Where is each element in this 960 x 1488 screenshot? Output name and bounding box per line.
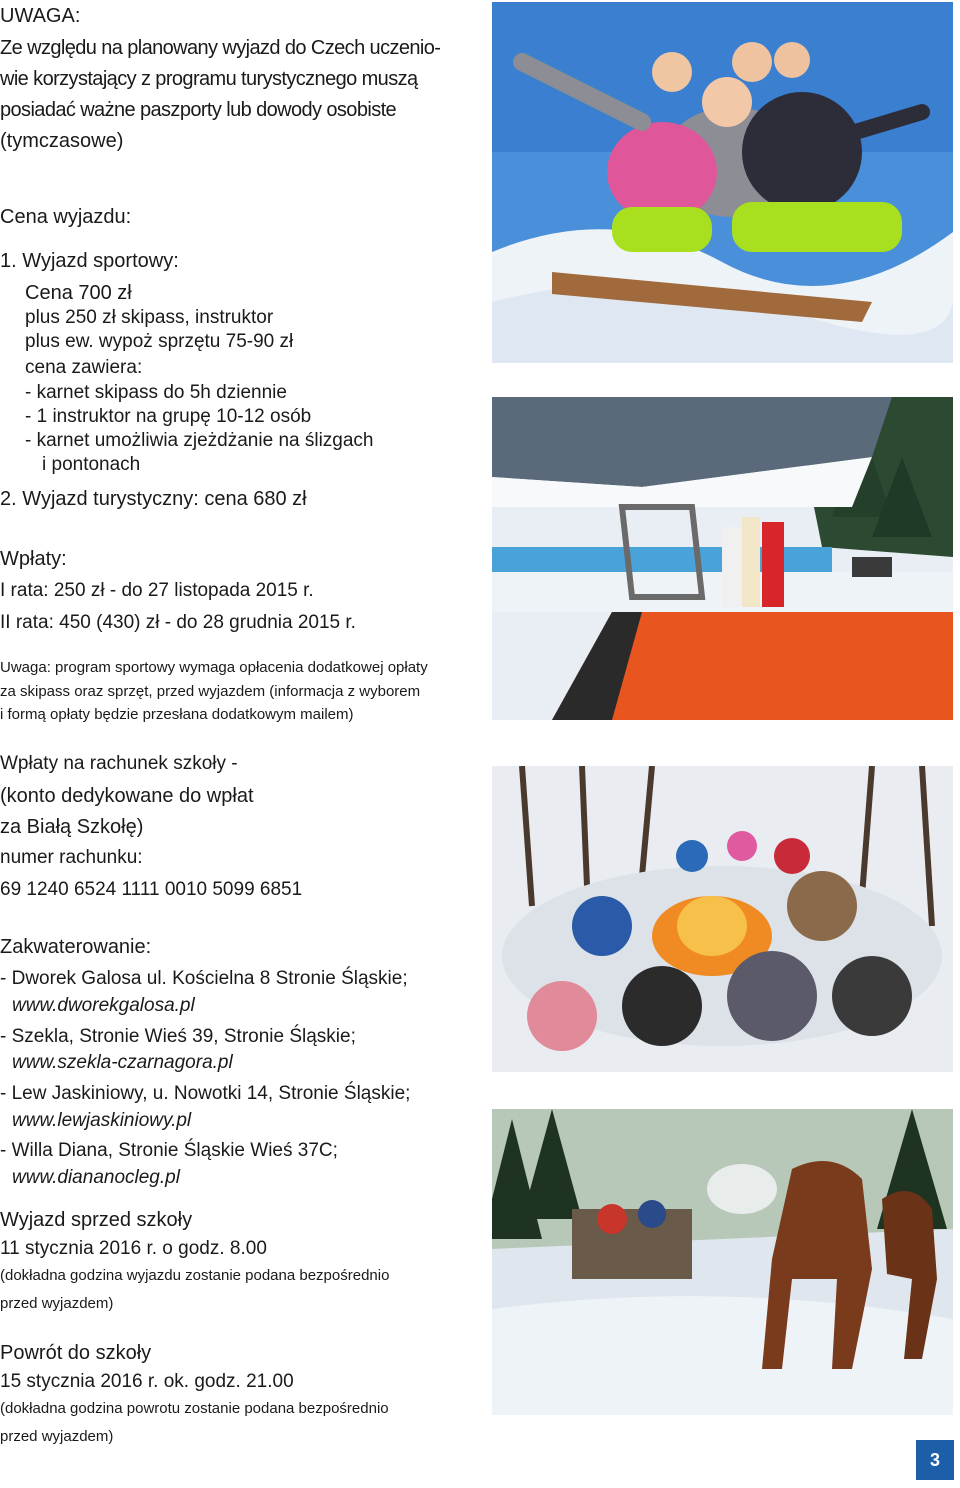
sport-line: - 1 instruktor na grupę 10-12 osób: [25, 406, 312, 427]
sport-line: Cena 700 zł: [25, 282, 132, 304]
sledding-photo: [492, 2, 953, 363]
chairlift-photo: [492, 397, 953, 720]
horse-sleigh-photo: [492, 1109, 953, 1415]
notice-line: (tymczasowe): [0, 130, 124, 152]
departure-heading: Wyjazd sprzed szkoły: [0, 1209, 193, 1231]
sport-line: plus 250 zł skipass, instruktor: [25, 307, 274, 328]
return-date: 15 stycznia 2016 r. ok. godz. 21.00: [0, 1371, 294, 1392]
payments-heading: Wpłaty:: [0, 548, 67, 570]
page-number: 3: [916, 1440, 954, 1480]
lodging-link[interactable]: www.szekla-czarnagora.pl: [12, 1052, 233, 1073]
sport-title: 1. Wyjazd sportowy:: [0, 250, 179, 272]
notice-line: Ze względu na planowany wyjazd do Czech uczenio-: [0, 37, 441, 59]
sport-line: - karnet skipass do 5h dziennie: [25, 382, 287, 403]
lodging-heading: Zakwaterowanie:: [0, 936, 152, 958]
payment-note: za skipass oraz sprzęt, przed wyjazdem (informacja z wyborem: [0, 683, 421, 700]
return-note: (dokładna godzina powrotu zostanie podana bezpośrednio: [0, 1400, 389, 1417]
payment-note: Uwaga: program sportowy wymaga opłacenia dodatkowej opłaty: [0, 659, 428, 676]
departure-note: przed wyjazdem): [0, 1295, 114, 1312]
payment-rate-2: II rata: 450 (430) zł - do 28 grudnia 2015 r.: [0, 612, 356, 633]
lodging-item: - Lew Jaskiniowy, u. Nowotki 14, Stronie Śląskie;: [0, 1083, 411, 1104]
account-number: 69 1240 6524 1111 0010 5099 6851: [0, 879, 303, 900]
notice-line: wie korzystający z programu turystycznego muszą: [0, 68, 418, 90]
account-line: numer rachunku:: [0, 847, 143, 868]
account-line: Wpłaty na rachunek szkoły -: [0, 753, 238, 774]
departure-note: (dokładna godzina wyjazdu zostanie podana bezpośrednio: [0, 1267, 390, 1284]
lodging-link[interactable]: www.lewjaskiniowy.pl: [12, 1110, 192, 1131]
payment-rate-1: I rata: 250 zł - do 27 listopada 2015 r.: [0, 580, 314, 601]
lodging-item: - Szekla, Stronie Wieś 39, Stronie Śląskie;: [0, 1026, 356, 1047]
notice-line: posiadać ważne paszporty lub dowody osobiste: [0, 99, 397, 121]
price-heading: Cena wyjazdu:: [0, 206, 132, 228]
lodging-link[interactable]: www.dworekgalosa.pl: [12, 995, 195, 1016]
campfire-photo: [492, 766, 953, 1072]
sport-line: cena zawiera:: [25, 357, 143, 378]
sport-line: - karnet umożliwia zjeżdżanie na ślizgach: [25, 430, 374, 451]
payment-note: i formą opłaty będzie przesłana dodatkowym mailem): [0, 706, 354, 723]
return-note: przed wyjazdem): [0, 1428, 114, 1445]
tourist-price: 2. Wyjazd turystyczny: cena 680 zł: [0, 488, 307, 510]
lodging-link[interactable]: www.diananocleg.pl: [12, 1167, 180, 1188]
account-line: za Białą Szkołę): [0, 816, 144, 838]
sport-line: plus ew. wypoż sprzętu 75-90 zł: [25, 331, 294, 352]
departure-date: 11 stycznia 2016 r. o godz. 8.00: [0, 1238, 267, 1259]
sport-line: i pontonach: [42, 454, 141, 475]
lodging-item: - Willa Diana, Stronie Śląskie Wieś 37C;: [0, 1140, 338, 1161]
notice-heading: UWAGA:: [0, 5, 81, 27]
return-heading: Powrót do szkoły: [0, 1342, 152, 1364]
lodging-item: - Dworek Galosa ul. Kościelna 8 Stronie Śląskie;: [0, 968, 408, 989]
account-line: (konto dedykowane do wpłat: [0, 785, 254, 807]
